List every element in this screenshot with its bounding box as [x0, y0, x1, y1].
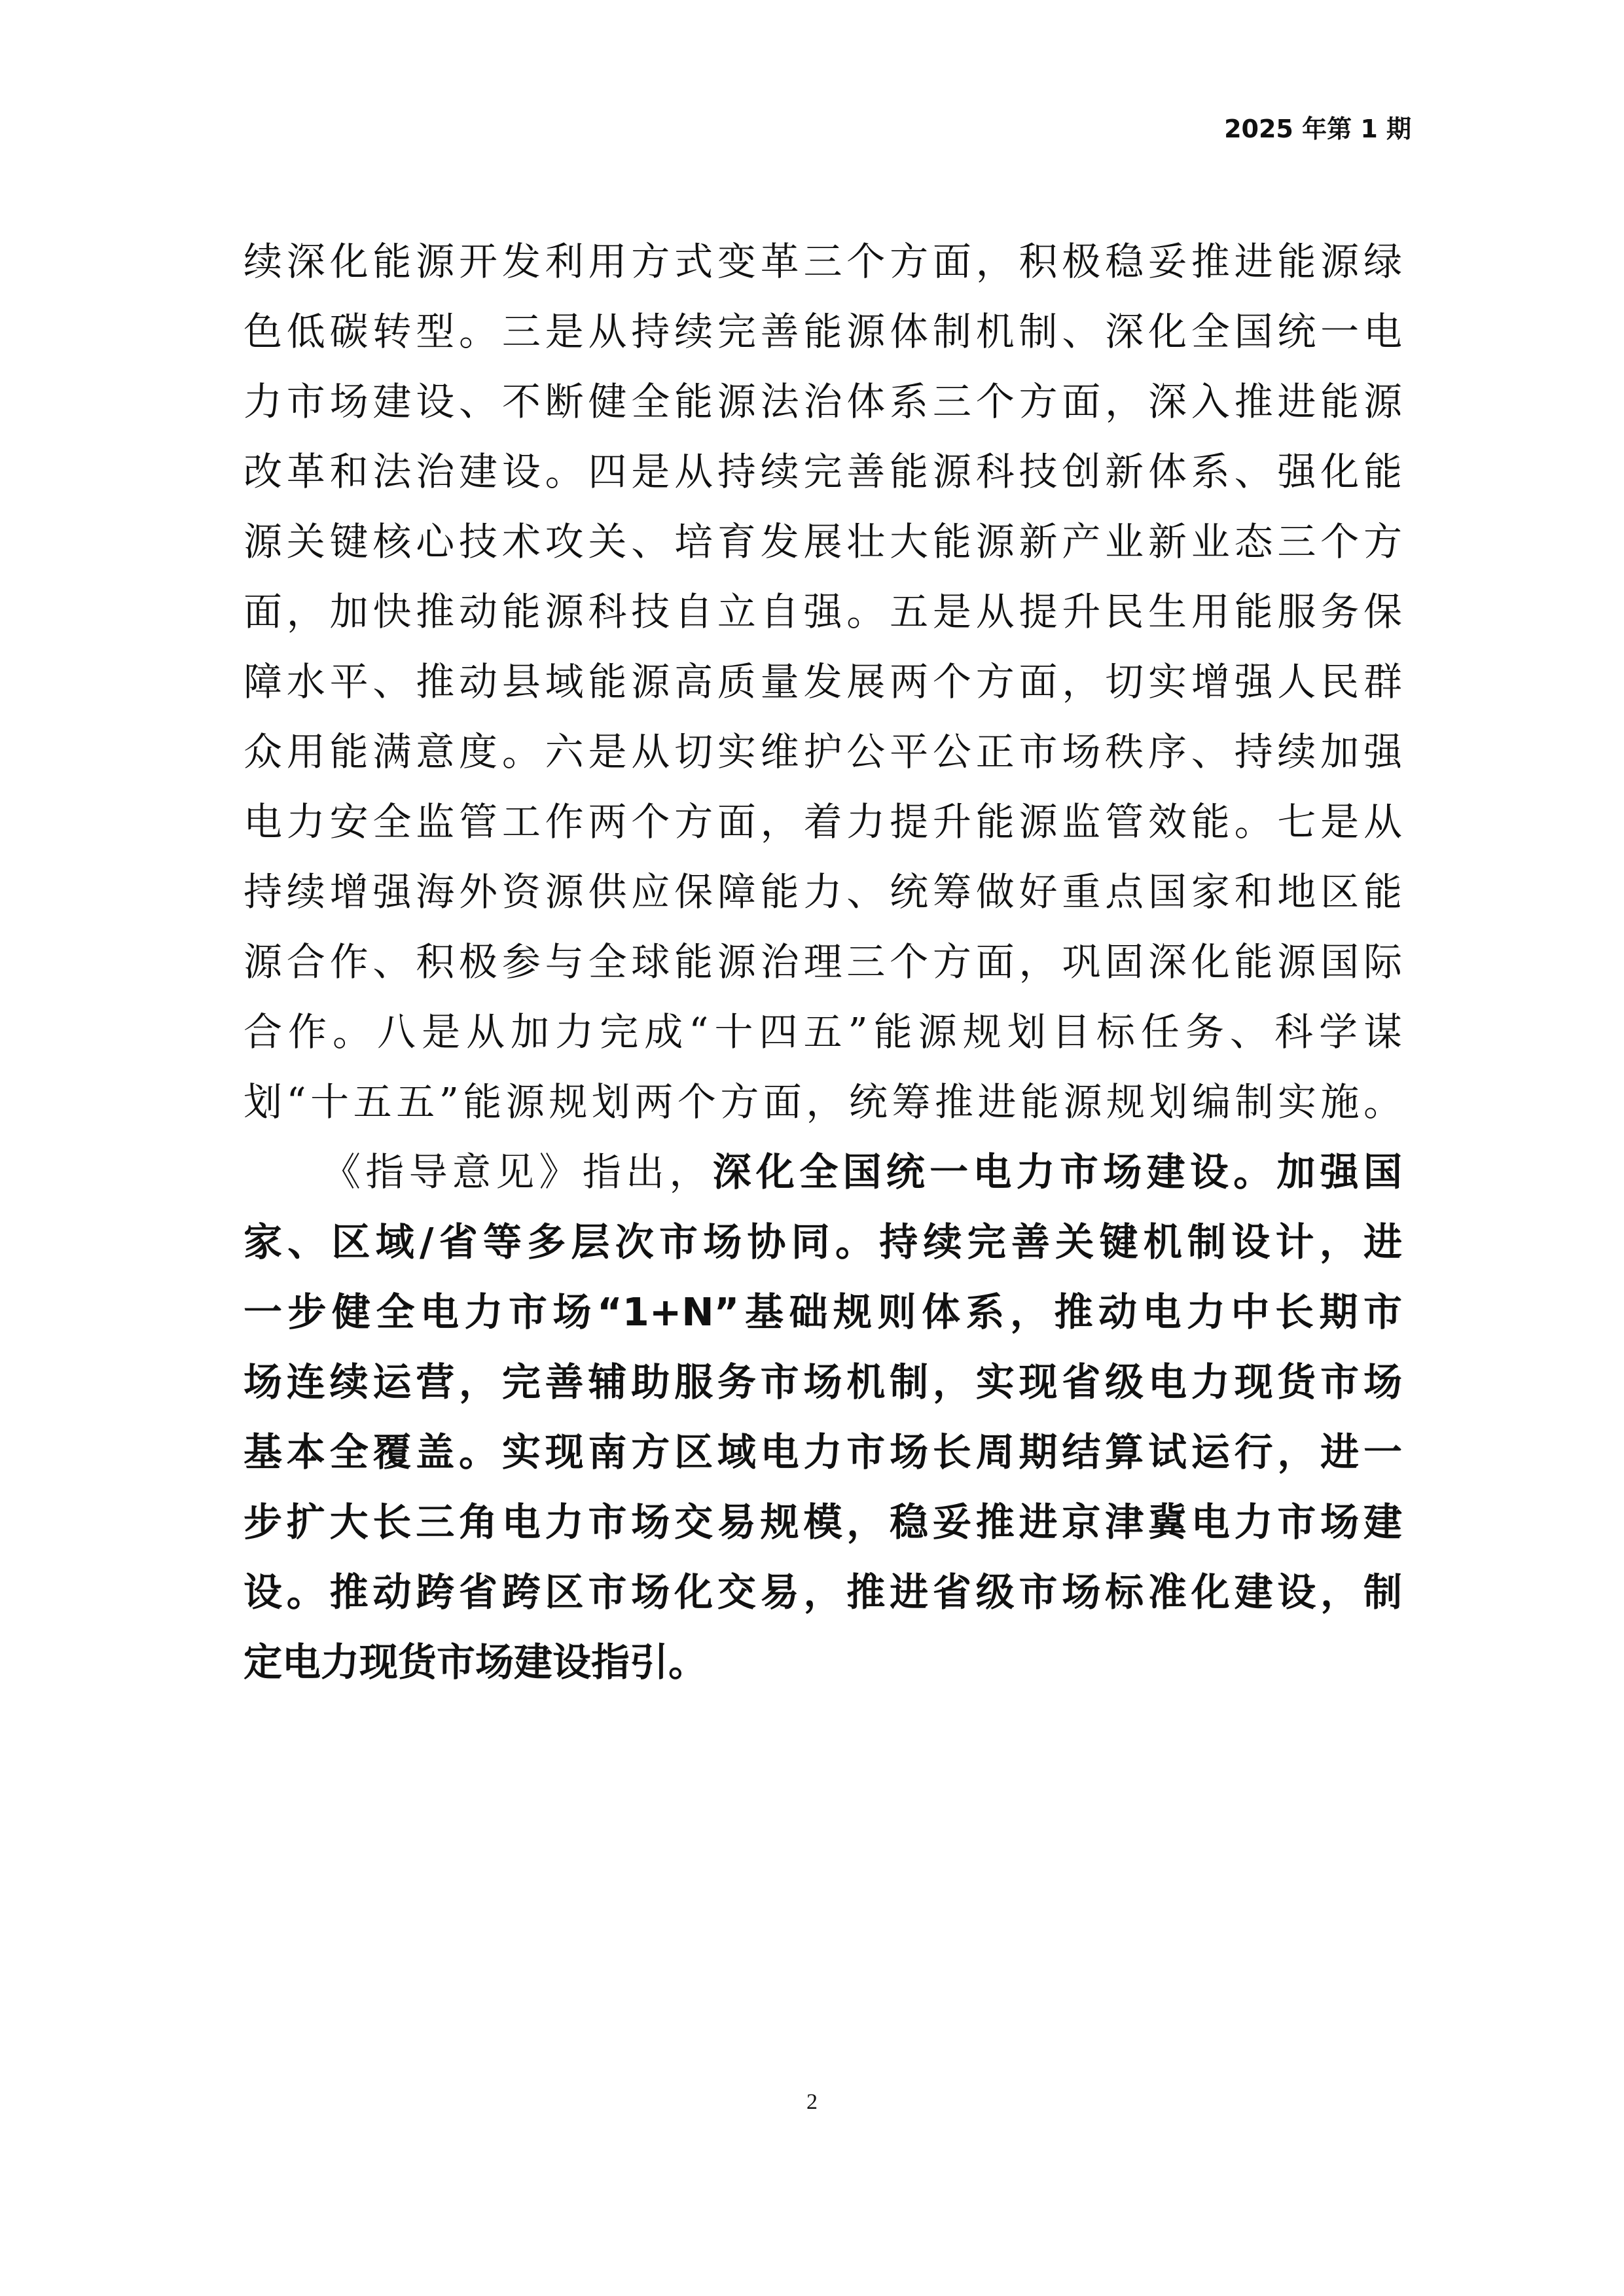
article-body: [244, 226, 1402, 1697]
issue-header: 2025 年第 1 期: [1224, 115, 1411, 143]
paragraph-2: [244, 1137, 1402, 1697]
text-line: 改革和法治建设。四是从持续完善能源科技创新体系、强化能: [244, 449, 1402, 494]
bold-text-line-last: 定电力现货市场建设指引。: [244, 1640, 708, 1685]
page-number: 2: [806, 2090, 818, 2114]
bold-text-line: 家、区域/省等多层次市场协同。持续完善关键机制设计，进: [244, 1219, 1402, 1265]
paragraph-intro: 《指导意见》指出，: [322, 1149, 713, 1194]
text-line: 面，加快推动能源科技自立自强。五是从提升民生用能服务保: [244, 589, 1402, 634]
bold-text-line: 步扩大长三角电力市场交易规模，稳妥推进京津冀电力市场建: [244, 1499, 1402, 1545]
bold-text-line: 基本全覆盖。实现南方区域电力市场长周期结算试运行，进一: [244, 1429, 1402, 1475]
bold-text-line: 一步健全电力市场“1+N”基础规则体系，推动电力中长期市: [244, 1289, 1402, 1335]
text-line: 划“十五五”能源规划两个方面，统筹推进能源规划编制实施。: [244, 1079, 1402, 1124]
text-line-indented: [244, 1137, 1402, 1207]
text-line: 障水平、推动县域能源高质量发展两个方面，切实增强人民群: [244, 659, 1402, 704]
text-line: 持续增强海外资源供应保障能力、统筹做好重点国家和地区能: [244, 869, 1402, 914]
text-line: 续深化能源开发利用方式变革三个方面，积极稳妥推进能源绿: [244, 239, 1402, 284]
text-line: 源关键核心技术攻关、培育发展壮大能源新产业新业态三个方: [244, 519, 1402, 564]
text-line: 源合作、积极参与全球能源治理三个方面，巩固深化能源国际: [244, 939, 1402, 984]
text-line: 力市场建设、不断健全能源法治体系三个方面，深入推进能源: [244, 379, 1402, 424]
bold-text-line: 设。推动跨省跨区市场化交易，推进省级市场标准化建设，制: [244, 1570, 1402, 1615]
text-line: 合作。八是从加力完成“十四五”能源规划目标任务、科学谋: [244, 1009, 1402, 1054]
bold-text: 深化全国统一电力市场建设。加强国: [712, 1149, 1402, 1194]
text-line: 电力安全监管工作两个方面，着力提升能源监管效能。七是从: [244, 799, 1402, 844]
text-line: 众用能满意度。六是从切实维护公平公正市场秩序、持续加强: [244, 729, 1402, 774]
bold-text-line: 场连续运营，完善辅助服务市场机制，实现省级电力现货市场: [244, 1359, 1402, 1405]
text-line: 色低碳转型。三是从持续完善能源体制机制、深化全国统一电: [244, 309, 1402, 354]
paragraph-1: [244, 226, 1402, 1137]
